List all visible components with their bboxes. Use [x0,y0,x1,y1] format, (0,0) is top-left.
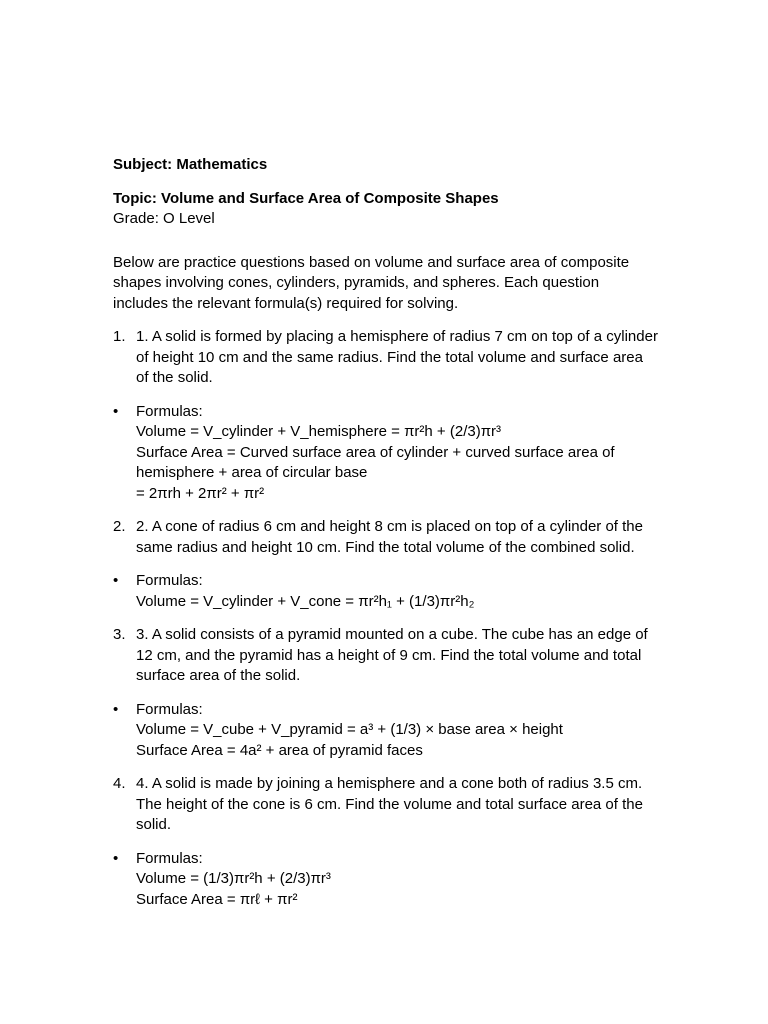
formulas-1 [113,402,658,505]
formula-line: Volume = V_cylinder + V_cone = πr²h₁ + (1/3)πr²h₂ [136,592,475,610]
question-2 [113,517,658,558]
formula-line: Volume = (1/3)πr²h + (2/3)πr³ [136,870,331,887]
subject-heading: Subject: Mathematics [113,156,268,173]
document-content [113,155,658,923]
question-1 [113,327,658,389]
question-text: 3. A solid consists of a pyramid mounted on a cube. The cube has an edge of 12 cm, and the pyramid has a height of 9 cm. Find the total volume and total surface area of the solid. [136,626,648,684]
formulas-label: Formulas: [136,402,203,420]
bullet-icon: • [113,572,119,589]
formula-line: = 2πrh + 2πr² + πr² [136,484,265,502]
formula-line: Volume = V_cube + V_pyramid = a³ + (1/3) × base area × height [136,721,563,738]
formulas-4 [113,849,658,911]
topic-heading: Topic: Volume and Surface Area of Composite Shapes [113,189,499,207]
bullet-icon: • [113,402,119,420]
formula-line: Surface Area = Curved surface area of cylinder + curved surface area of hemisphere + area of circular base [136,443,615,481]
question-number: 4. [113,775,126,792]
formulas-3 [113,700,658,762]
formulas-label: Formulas: [136,849,203,867]
question-text: 4. A solid is made by joining a hemisphere and a cone both of radius 3.5 cm. The height of the cone is 6 cm. Find the volume and total surface area of the solid. [136,775,643,833]
question-text: 2. A cone of radius 6 cm and height 8 cm is placed on top of a cylinder of the same radius and height 10 cm. Find the total volume of the combined solid. [136,518,643,556]
question-4 [113,774,658,836]
grade-line: Grade: O Level [113,210,215,227]
formula-line: Surface Area = 4a² + area of pyramid faces [136,741,423,759]
question-number: 2. [113,518,126,535]
formula-line: Volume = V_cylinder + V_hemisphere = πr²h + (2/3)πr³ [136,423,502,440]
question-number: 3. [113,626,126,643]
question-number: 1. [113,328,126,345]
question-3 [113,625,658,687]
question-text: 1. A solid is formed by placing a hemisphere of radius 7 cm on top of a cylinder of height 10 cm and the same radius. Find the total volume and surface area of the solid. [136,328,658,386]
formula-line: Surface Area = πrℓ + πr² [136,890,298,908]
bullet-icon: • [113,849,119,867]
intro-paragraph: Below are practice questions based on volume and surface area of composite shapes involving cones, cylinders, pyramids, and spheres. Each question includes the relevant formula(s) required for solving. [113,253,630,312]
formulas-2 [113,571,658,612]
bullet-icon: • [113,700,119,718]
formulas-label: Formulas: [136,572,203,589]
formulas-label: Formulas: [136,700,203,718]
